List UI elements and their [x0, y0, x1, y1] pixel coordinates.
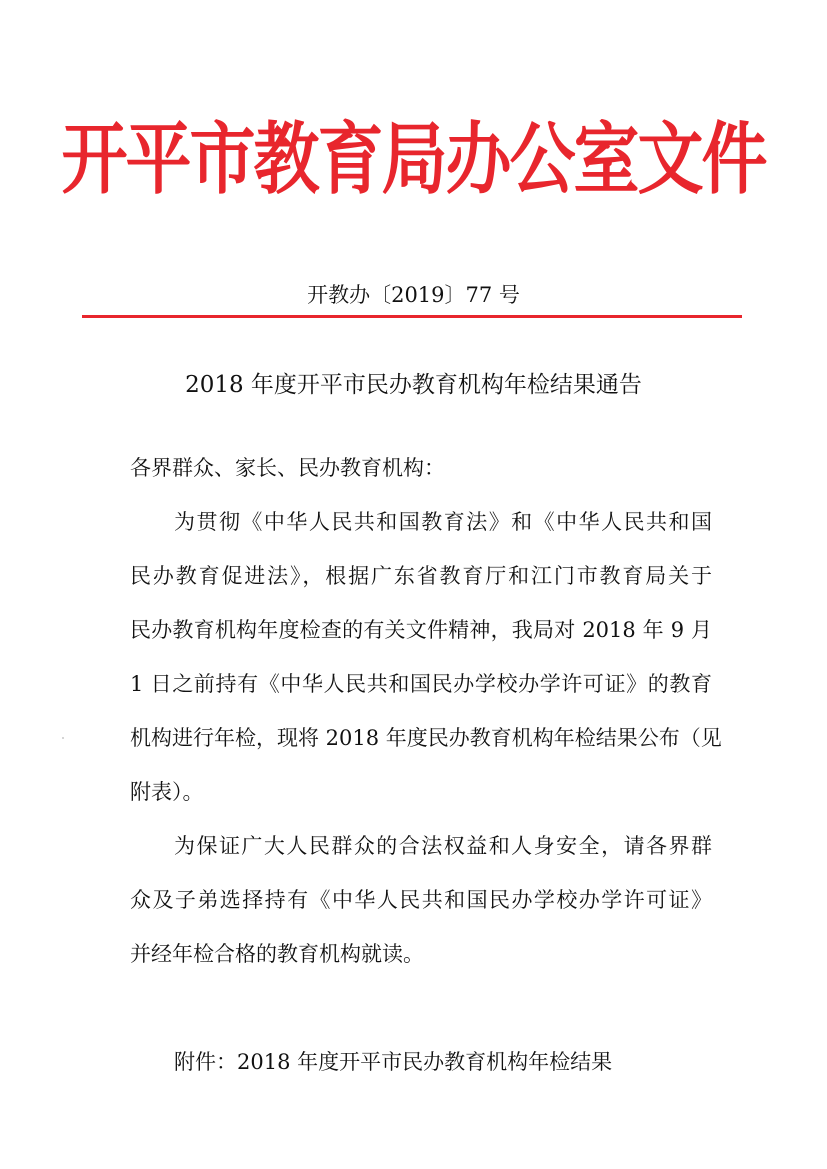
- issuing-office-title: 开平市教育局办公室文件: [61, 112, 766, 205]
- notice-title: 2018 年度开平市民办教育机构年检结果通告: [185, 372, 642, 398]
- scan-speck: [62, 737, 64, 739]
- paragraph-1-line-3: 民办教育机构年度检查的有关文件精神，我局对 2018 年 9 月: [130, 618, 712, 642]
- paragraph-2-line-1: 为保证广大人民群众的合法权益和人身安全，请各界群: [174, 834, 712, 858]
- paragraph-1-line-5: 机构进行年检，现将 2018 年度民办教育机构年检结果公布（见: [130, 726, 722, 750]
- document-number: 开教办〔2019〕77 号: [307, 283, 520, 307]
- paragraph-1-line-1: 为贯彻《中华人民共和国教育法》和《中华人民共和国: [174, 510, 712, 534]
- paragraph-1-line-2: 民办教育促进法》，根据广东省教育厅和江门市教育局关于: [130, 564, 712, 588]
- salutation: 各界群众、家长、民办教育机构：: [130, 456, 445, 480]
- paragraph-2-line-2: 众及子弟选择持有《中华人民共和国民办学校办学许可证》: [130, 888, 712, 912]
- paragraph-2-line-3: 并经年检合格的教育机构就读。: [130, 942, 424, 966]
- attachment-note: 附件：2018 年度开平市民办教育机构年检结果: [174, 1050, 613, 1074]
- paragraph-1-line-6: 附表）。: [130, 780, 204, 804]
- red-divider-line: [82, 315, 742, 318]
- paragraph-1-line-4: 1 日之前持有《中华人民共和国民办学校办学许可证》的教育: [130, 672, 712, 696]
